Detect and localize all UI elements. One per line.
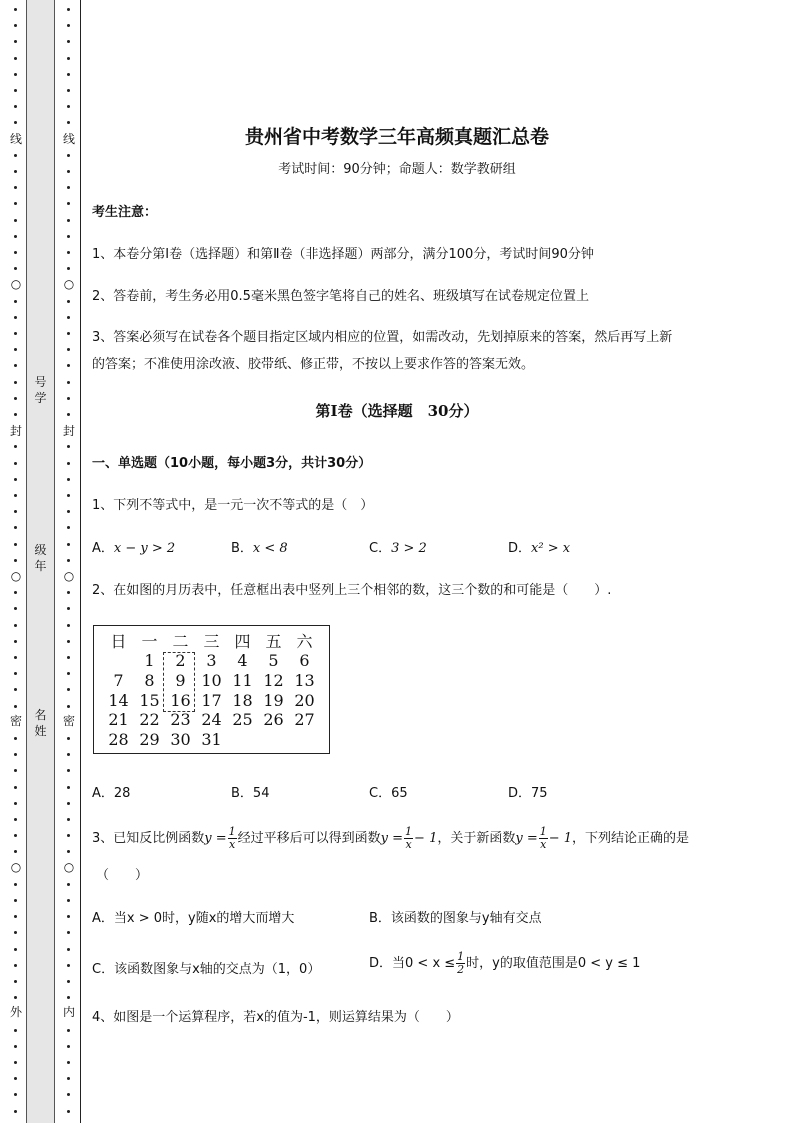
margin-dot [14, 89, 17, 92]
margin-dot [67, 235, 70, 238]
question-1-stem: 1、下列不等式中，是一元一次不等式的是（ ） [92, 498, 374, 513]
margin-dot [14, 931, 17, 934]
margin-dot [67, 607, 70, 610]
margin-dot [67, 24, 70, 27]
margin-dot [14, 656, 17, 659]
margin-dot [67, 818, 70, 821]
calendar-day: 22 [139, 710, 160, 729]
q3-option-d: D．当0 < x ≤ $\frac{1}{2}$ 时，y的取值范围是0 < y ≤ 1 [369, 950, 641, 976]
q3-option-c: C．该函数图象与x轴的交点为（1，0） [92, 962, 321, 977]
margin-dot [14, 57, 17, 60]
margin-dot [14, 462, 17, 465]
margin-dot [67, 186, 70, 189]
margin-dot [67, 559, 70, 562]
margin-dot [67, 73, 70, 76]
margin-dot [14, 996, 17, 999]
calendar-day: 9 [175, 671, 186, 690]
calendar-day: 27 [294, 710, 315, 729]
q3-option-b: B．该函数的图象与y轴有交点 [369, 911, 542, 926]
margin-dot [14, 980, 17, 983]
section-title: 第Ⅰ卷（选择题 30分） [315, 402, 479, 420]
margin-dot [67, 980, 70, 983]
calendar-day: 29 [139, 730, 160, 749]
calendar-day: 17 [201, 691, 222, 710]
margin-dot [14, 154, 17, 157]
margin-dot [67, 834, 70, 837]
calendar-day: 6 [299, 651, 310, 670]
fraction: $\frac{1}{2}$ [457, 950, 465, 976]
margin-dot [14, 445, 17, 448]
margin-dot [67, 1045, 70, 1048]
margin-dot [67, 462, 70, 465]
strip-label-nian: 级 年 [34, 543, 47, 573]
margin-char: 密 [9, 714, 22, 728]
margin-dot [14, 478, 17, 481]
q2-option-a: A．28 [92, 786, 131, 801]
margin-dot [14, 332, 17, 335]
margin-dot [67, 656, 70, 659]
margin-dot [67, 1093, 70, 1096]
exam-subtitle: 考试时间：90分钟；命题人：数学教研组 [278, 162, 516, 177]
q1-option-b: B．x < 8 [231, 541, 288, 556]
margin-dot [14, 915, 17, 918]
page-title: 贵州省中考数学三年高频真题汇总卷 [244, 126, 549, 148]
calendar-weekday: 一 [141, 632, 158, 651]
margin-char: 线 [62, 132, 75, 146]
margin-char: ○ [10, 569, 22, 583]
calendar-day: 16 [170, 691, 191, 710]
margin-dot [14, 105, 17, 108]
margin-char: ○ [63, 860, 75, 874]
margin-dot [14, 672, 17, 675]
margin-dot [14, 267, 17, 270]
margin-dot [14, 624, 17, 627]
margin-dot [67, 737, 70, 740]
margin-dot [67, 1110, 70, 1113]
calendar-weekday: 日 [110, 632, 127, 651]
calendar-day: 10 [201, 671, 222, 690]
calendar-day: 23 [170, 710, 191, 729]
margin-dot [14, 1093, 17, 1096]
margin-dot [67, 915, 70, 918]
calendar-day: 21 [108, 710, 129, 729]
fraction: $\frac{1}{x}$ [539, 825, 547, 851]
calendar-weekday: 三 [203, 632, 220, 651]
margin-dot [67, 40, 70, 43]
margin-dot [14, 40, 17, 43]
margin-dot [67, 348, 70, 351]
calendar-day: 26 [263, 710, 284, 729]
calendar-day: 14 [108, 691, 129, 710]
margin-dot [14, 964, 17, 967]
margin-dot [67, 899, 70, 902]
margin-dot [67, 251, 70, 254]
margin-char: 密 [62, 714, 75, 728]
question-2-stem: 2、在如图的月历表中，任意框出表中竖列上三个相邻的数，这三个数的和可能是（ ）. [92, 583, 612, 598]
margin-dot [14, 737, 17, 740]
margin-dot [14, 753, 17, 756]
calendar-day: 3 [206, 651, 217, 670]
calendar-weekday: 六 [296, 632, 313, 651]
margin-dot [14, 24, 17, 27]
margin-dot [14, 607, 17, 610]
margin-dot [67, 753, 70, 756]
margin-dot [67, 445, 70, 448]
strip-label-xingming: 名 姓 [34, 708, 47, 738]
margin-dot [14, 834, 17, 837]
margin-dot [14, 348, 17, 351]
margin-dot [14, 381, 17, 384]
margin-dot [67, 786, 70, 789]
margin-dot [67, 105, 70, 108]
calendar-day: 30 [170, 730, 191, 749]
note-item-1: 1、本卷分第Ⅰ卷（选择题）和第Ⅱ卷（非选择题）两部分，满分100分，考试时间90分钟 [92, 247, 594, 262]
fraction: $\frac{1}{x}$ [405, 825, 413, 851]
margin-char: 外 [9, 1005, 22, 1019]
margin-char: ○ [63, 569, 75, 583]
calendar-day: 8 [144, 671, 155, 690]
part-heading: 一、单选题（10小题，每小题3分，共计30分） [92, 456, 372, 471]
margin-dot [67, 948, 70, 951]
calendar-day: 2 [175, 651, 186, 670]
margin-dot [14, 559, 17, 562]
margin-dot [14, 1110, 17, 1113]
margin-char: ○ [63, 277, 75, 291]
note-item-3-cont: 的答案；不准使用涂改液、胶带纸、修正带，不按以上要求作答的答案无效。 [92, 357, 535, 372]
margin-dot [14, 1077, 17, 1080]
margin-char: 封 [9, 424, 22, 438]
margin-dot [67, 219, 70, 222]
calendar-day: 12 [263, 671, 284, 690]
margin-dot [14, 802, 17, 805]
margin-dot [67, 931, 70, 934]
margin-dot [67, 672, 70, 675]
margin-dot [67, 769, 70, 772]
margin-dot [67, 8, 70, 11]
margin-dot [67, 478, 70, 481]
margin-dot [67, 316, 70, 319]
margin-dot [14, 219, 17, 222]
q2-option-d: D．75 [508, 786, 548, 801]
note-item-2: 2、答卷前，考生务必用0.5毫米黑色签字笔将自己的姓名、班级填写在试卷规定位置上 [92, 289, 589, 304]
margin-dot [67, 543, 70, 546]
margin-dot [67, 705, 70, 708]
margin-dot [67, 591, 70, 594]
margin-dot [14, 1029, 17, 1032]
calendar-day: 11 [232, 671, 253, 690]
margin-dot [14, 899, 17, 902]
margin-dot [14, 1045, 17, 1048]
margin-dot [67, 510, 70, 513]
calendar-day: 28 [108, 730, 129, 749]
margin-dot [67, 57, 70, 60]
margin-dot [14, 640, 17, 643]
margin-dot [67, 850, 70, 853]
margin-char: 线 [9, 132, 22, 146]
q1-option-c: C．3 > 2 [369, 541, 427, 556]
calendar-day: 15 [139, 691, 160, 710]
margin-dot [67, 381, 70, 384]
calendar-weekday: 五 [265, 632, 282, 651]
margin-dot [67, 300, 70, 303]
calendar-day: 25 [232, 710, 253, 729]
margin-dot [67, 1029, 70, 1032]
q2-option-b: B．54 [231, 786, 270, 801]
margin-dot [67, 883, 70, 886]
margin-dot [14, 786, 17, 789]
margin-dot [14, 883, 17, 886]
margin-dot [67, 332, 70, 335]
margin-dot [67, 202, 70, 205]
margin-char: 封 [62, 424, 75, 438]
margin-dot [67, 154, 70, 157]
margin-dot [14, 850, 17, 853]
strip-label-hao: 号 学 [34, 375, 47, 405]
margin-dot [67, 688, 70, 691]
calendar-table [93, 625, 330, 754]
question-4-stem: 4、如图是一个运算程序，若x的值为-1，则运算结果为（ ） [92, 1010, 459, 1025]
margin-dot [14, 251, 17, 254]
margin-dot [14, 510, 17, 513]
calendar-day: 24 [201, 710, 222, 729]
margin-dot [67, 1061, 70, 1064]
margin-dot [67, 526, 70, 529]
note-item-3: 3、答案必须写在试卷各个题目指定区域内相应的位置，如需改动，先划掉原来的答案，然后再写上新 [92, 330, 673, 345]
margin-dot [14, 235, 17, 238]
margin-dot [67, 802, 70, 805]
margin-dot [14, 316, 17, 319]
calendar-day: 4 [237, 651, 248, 670]
margin-dot [14, 1061, 17, 1064]
calendar-day: 13 [294, 671, 315, 690]
margin-char: 内 [62, 1005, 75, 1019]
calendar-day: 7 [113, 671, 124, 690]
calendar-day: 20 [294, 691, 315, 710]
margin-char: ○ [10, 277, 22, 291]
margin-dot [67, 640, 70, 643]
margin-char: ○ [10, 860, 22, 874]
calendar-day: 1 [144, 651, 155, 670]
margin-dot [14, 526, 17, 529]
question-3-stem: 3、已知反比例函数y = $\frac{1}{x}$ 经过平移后可以得到函数y = $\frac{1}{x}$ − 1，关于新函数y = $\frac{1}{x}$ − 1，下列结论正确的是 [92, 825, 690, 851]
margin-dot [14, 202, 17, 205]
margin-dot [14, 948, 17, 951]
q2-option-c: C．65 [369, 786, 408, 801]
margin-dot [67, 89, 70, 92]
calendar-day: 5 [268, 651, 279, 670]
calendar-day: 19 [263, 691, 284, 710]
margin-dot [14, 186, 17, 189]
calendar-day: 31 [201, 730, 222, 749]
calendar-day: 18 [232, 691, 253, 710]
q3-paren: （ ） [96, 868, 149, 883]
calendar-weekday: 四 [234, 632, 251, 651]
q1-option-a: A．x − y > 2 [92, 541, 176, 556]
margin-dot [14, 494, 17, 497]
q1-option-d: D．x² > x [508, 541, 571, 556]
margin-dot [67, 624, 70, 627]
margin-dot [14, 8, 17, 11]
margin-dot [14, 300, 17, 303]
margin-dot [67, 964, 70, 967]
calendar-weekday: 二 [172, 632, 189, 651]
margin-dot [14, 769, 17, 772]
margin-dot [14, 591, 17, 594]
margin-dot [67, 364, 70, 367]
margin-dot [14, 818, 17, 821]
fraction: $\frac{1}{x}$ [228, 825, 236, 851]
margin-dot [14, 705, 17, 708]
margin-dot [14, 688, 17, 691]
margin-dot [14, 543, 17, 546]
margin-dot [67, 267, 70, 270]
margin-dot [67, 1077, 70, 1080]
margin-dot [67, 494, 70, 497]
margin-dot [67, 996, 70, 999]
notes-heading: 考生注意： [92, 205, 158, 220]
margin-dot [14, 73, 17, 76]
q3-option-a: A．当x > 0时，y随x的增大而增大 [92, 911, 295, 926]
margin-dot [14, 364, 17, 367]
